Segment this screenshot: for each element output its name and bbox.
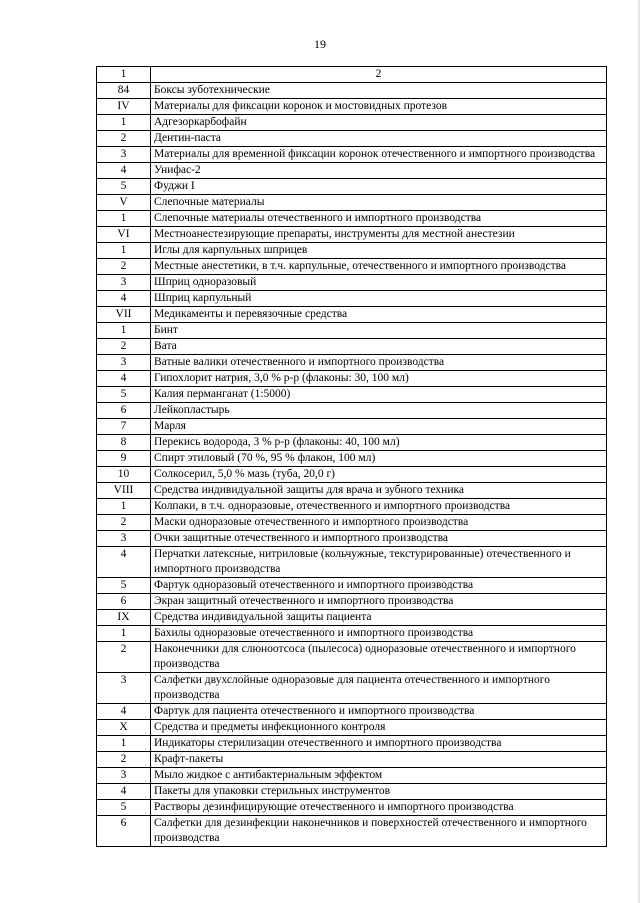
row-text: Слепочные материалы отечественного и импортного производства — [151, 211, 607, 227]
row-text: Вата — [151, 339, 607, 355]
row-text: Перекись водорода, 3 % р-р (флаконы: 40, 100 мл) — [151, 435, 607, 451]
row-number: 6 — [97, 594, 151, 610]
page-number: 19 — [314, 37, 326, 51]
row-text: Шприц одноразовый — [151, 275, 607, 291]
row-text: Медикаменты и перевязочные средства — [151, 307, 607, 323]
row-text: Растворы дезинфицирующие отечественного и импортного производства — [151, 800, 607, 816]
row-text: Фартук одноразовый отечественного и импортного производства — [151, 578, 607, 594]
row-text: Адгезоркарбофайн — [151, 115, 607, 131]
table-row — [97, 275, 607, 291]
row-number: 4 — [97, 371, 151, 387]
row-text: Очки защитные отечественного и импортного производства — [151, 531, 607, 547]
row-number: 1 — [97, 243, 151, 259]
table-row — [97, 211, 607, 227]
row-text: Средства индивидуальной защиты пациента — [151, 610, 607, 626]
row-number: 2 — [97, 752, 151, 768]
row-text: Боксы зуботехнические — [151, 83, 607, 99]
table-row — [97, 307, 607, 323]
row-number: 5 — [97, 387, 151, 403]
table-row — [97, 83, 607, 99]
table-row — [97, 147, 607, 163]
table-row — [97, 163, 607, 179]
row-text: Ватные валики отечественного и импортного производства — [151, 355, 607, 371]
row-text: Маски одноразовые отечественного и импортного производства — [151, 515, 607, 531]
row-number: 3 — [97, 275, 151, 291]
row-text: Мыло жидкое с антибактериальным эффектом — [151, 768, 607, 784]
row-number: VII — [97, 307, 151, 323]
row-number: 7 — [97, 419, 151, 435]
table-row — [97, 387, 607, 403]
table-row — [97, 594, 607, 610]
row-text: Лейкопластырь — [151, 403, 607, 419]
table-row — [97, 547, 607, 578]
row-number: X — [97, 720, 151, 736]
column-header-name: 2 — [151, 67, 607, 83]
row-number: 3 — [97, 531, 151, 547]
row-number: 1 — [97, 736, 151, 752]
row-number: 10 — [97, 467, 151, 483]
table-row — [97, 531, 607, 547]
table-row — [97, 227, 607, 243]
table-row — [97, 752, 607, 768]
table-row — [97, 323, 607, 339]
table-row — [97, 499, 607, 515]
table-row — [97, 784, 607, 800]
row-number: 8 — [97, 435, 151, 451]
table-row — [97, 291, 607, 307]
supplies-table — [96, 66, 607, 847]
row-number: 1 — [97, 499, 151, 515]
table-row — [97, 610, 607, 626]
table-header-row — [97, 67, 607, 83]
row-number: 9 — [97, 451, 151, 467]
row-number: 3 — [97, 355, 151, 371]
row-number: VIII — [97, 483, 151, 499]
table-body — [97, 67, 607, 847]
table-row — [97, 467, 607, 483]
row-number: 2 — [97, 131, 151, 147]
row-number: 4 — [97, 784, 151, 800]
row-text: Колпаки, в т.ч. одноразовые, отечественного и импортного производства — [151, 499, 607, 515]
row-text: Фартук для пациента отечественного и импортного производства — [151, 704, 607, 720]
row-text: Шприц карпульный — [151, 291, 607, 307]
row-number: 1 — [97, 115, 151, 131]
row-number: 84 — [97, 83, 151, 99]
row-text: Калия перманганат (1:5000) — [151, 387, 607, 403]
table-row — [97, 115, 607, 131]
row-text: Материалы для фиксации коронок и мостовидных протезов — [151, 99, 607, 115]
row-number: 3 — [97, 768, 151, 784]
row-number: 2 — [97, 515, 151, 531]
row-number: 5 — [97, 179, 151, 195]
row-number: 6 — [97, 816, 151, 847]
table-row — [97, 179, 607, 195]
table-row — [97, 483, 607, 499]
row-number: 3 — [97, 147, 151, 163]
row-number: 1 — [97, 323, 151, 339]
row-number: 4 — [97, 704, 151, 720]
row-text: Гипохлорит натрия, 3,0 % р-р (флаконы: 30, 100 мл) — [151, 371, 607, 387]
table-row — [97, 259, 607, 275]
table-row — [97, 371, 607, 387]
table-row — [97, 673, 607, 704]
table-row — [97, 99, 607, 115]
row-text: Местные анестетики, в т.ч. карпульные, отечественного и импортного производства — [151, 259, 607, 275]
row-number: 3 — [97, 673, 151, 704]
row-text: Дентин-паста — [151, 131, 607, 147]
row-number: 1 — [97, 211, 151, 227]
row-text: Иглы для карпульных шприцев — [151, 243, 607, 259]
table-row — [97, 578, 607, 594]
row-text: Фуджи I — [151, 179, 607, 195]
table-row — [97, 243, 607, 259]
table-row — [97, 403, 607, 419]
row-text: Местноанестезирующие препараты, инструменты для местной анестезии — [151, 227, 607, 243]
column-header-number: 1 — [97, 67, 151, 83]
row-number: IV — [97, 99, 151, 115]
row-text: Марля — [151, 419, 607, 435]
row-text: Крафт-пакеты — [151, 752, 607, 768]
row-text: Экран защитный отечественного и импортного производства — [151, 594, 607, 610]
row-text: Средства индивидуальной защиты для врача и зубного техника — [151, 483, 607, 499]
row-number: 4 — [97, 291, 151, 307]
table-row — [97, 435, 607, 451]
table-row — [97, 800, 607, 816]
row-text: Салфетки двухслойные одноразовые для пациента отечественного и импортного производства — [151, 673, 607, 704]
row-text: Спирт этиловый (70 %, 95 % флакон, 100 мл) — [151, 451, 607, 467]
table-row — [97, 816, 607, 847]
table-row — [97, 355, 607, 371]
row-text: Слепочные материалы — [151, 195, 607, 211]
row-number: V — [97, 195, 151, 211]
table-row — [97, 736, 607, 752]
row-text: Бинт — [151, 323, 607, 339]
row-text: Перчатки латексные, нитриловые (кольчужные, текстурированные) отечественного и импортного производства — [151, 547, 607, 578]
table-row — [97, 419, 607, 435]
row-text: Индикаторы стерилизации отечественного и импортного производства — [151, 736, 607, 752]
row-number: 4 — [97, 547, 151, 578]
row-number: 2 — [97, 259, 151, 275]
table-row — [97, 339, 607, 355]
row-number: 4 — [97, 163, 151, 179]
table-row — [97, 515, 607, 531]
row-number: 5 — [97, 800, 151, 816]
row-number: 5 — [97, 578, 151, 594]
row-number: IX — [97, 610, 151, 626]
table-row — [97, 642, 607, 673]
row-number: 1 — [97, 626, 151, 642]
table-row — [97, 131, 607, 147]
row-number: 2 — [97, 339, 151, 355]
table-row — [97, 195, 607, 211]
row-text: Унифас-2 — [151, 163, 607, 179]
row-text: Бахилы одноразовые отечественного и импортного производства — [151, 626, 607, 642]
row-number: 2 — [97, 642, 151, 673]
row-text: Материалы для временной фиксации коронок отечественного и импортного производства — [151, 147, 607, 163]
row-text: Салфетки для дезинфекции наконечников и поверхностей отечественного и импортного производства — [151, 816, 607, 847]
row-text: Солкосерил, 5,0 % мазь (туба, 20,0 г) — [151, 467, 607, 483]
row-text: Средства и предметы инфекционного контроля — [151, 720, 607, 736]
row-text: Пакеты для упаковки стерильных инструментов — [151, 784, 607, 800]
row-text: Наконечники для слюноотсоса (пылесоса) одноразовые отечественного и импортного производства — [151, 642, 607, 673]
table-row — [97, 768, 607, 784]
row-number: VI — [97, 227, 151, 243]
table-row — [97, 626, 607, 642]
row-number: 6 — [97, 403, 151, 419]
table-row — [97, 451, 607, 467]
table-row — [97, 704, 607, 720]
table-row — [97, 720, 607, 736]
